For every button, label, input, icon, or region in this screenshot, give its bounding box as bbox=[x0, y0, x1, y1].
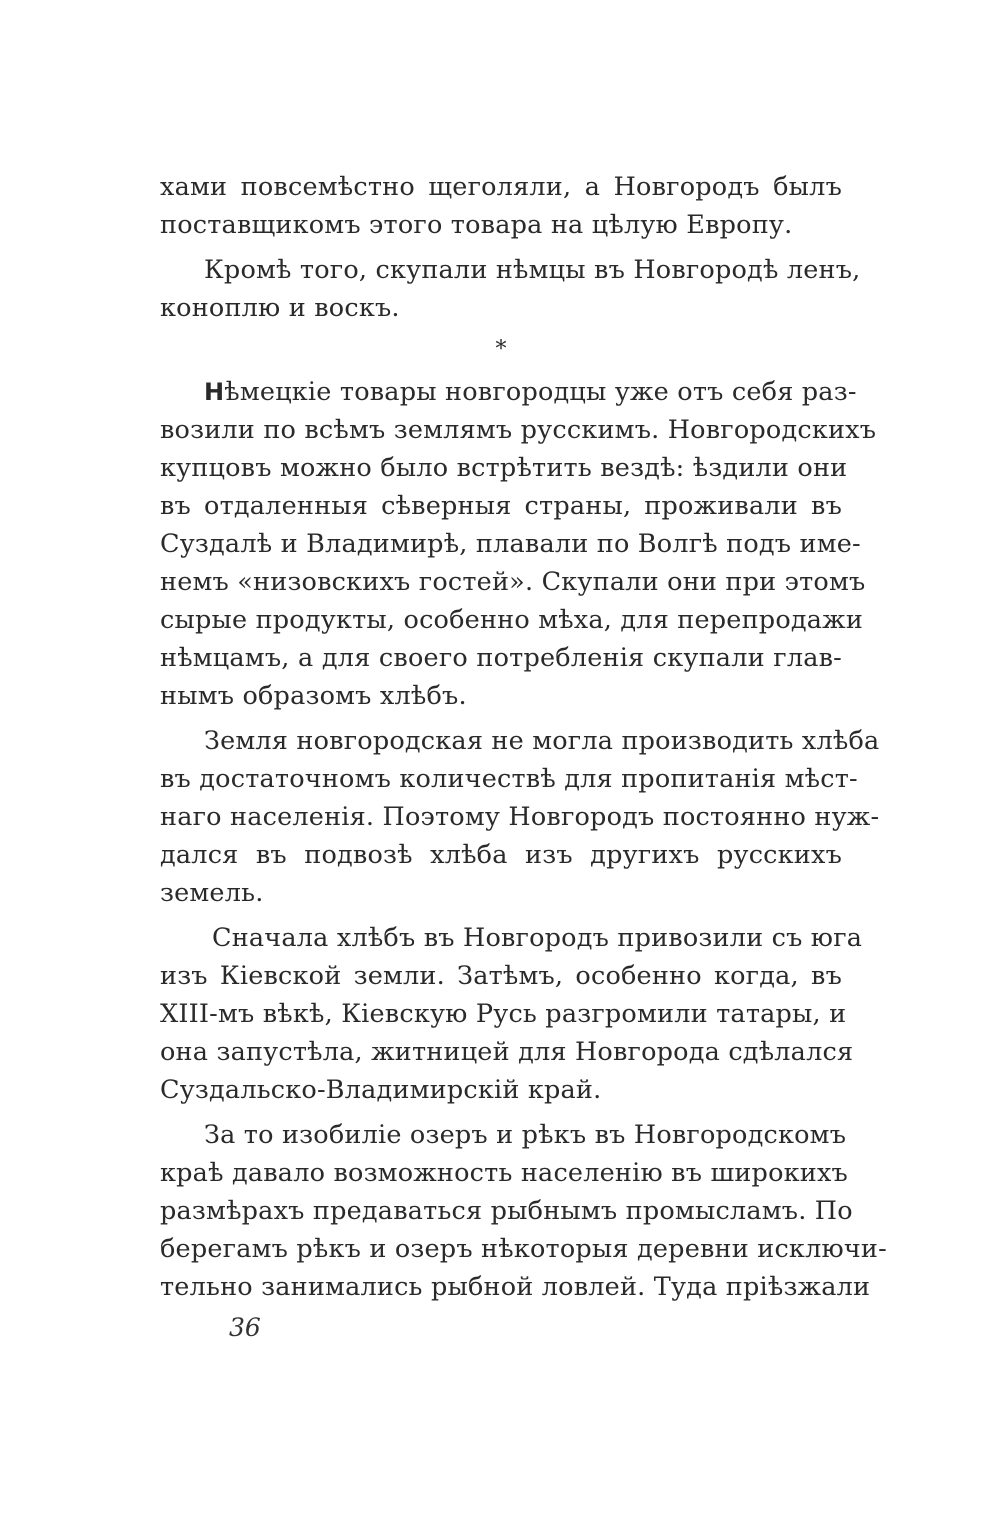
text-line: въ отдаленныя сѣверныя страны, проживали въ bbox=[160, 491, 842, 521]
text-line: дался въ подвозѣ хлѣба изъ другихъ русскихъ bbox=[160, 840, 842, 870]
section-divider: * bbox=[495, 337, 507, 362]
text-line: она запустѣла, житницей для Новгорода сдѣлался bbox=[160, 1037, 854, 1067]
text-line: коноплю и воскъ. bbox=[160, 293, 400, 323]
text-line: возили по всѣмъ землямъ русскимъ. Новгородскихъ bbox=[160, 415, 877, 445]
text-line: изъ Кіевской земли. Затѣмъ, особенно когда, въ bbox=[160, 961, 842, 991]
text-line: За то изобиліе озеръ и рѣкъ въ Новгородскомъ bbox=[204, 1120, 847, 1150]
text-line: Кромѣ того, скупали нѣмцы въ Новгородѣ ленъ, bbox=[204, 255, 861, 285]
text-line: земель. bbox=[160, 878, 264, 908]
text-line: въ достаточномъ количествѣ для пропитанія мѣст- bbox=[160, 764, 858, 794]
text-line: берегамъ рѣкъ и озеръ нѣкоторыя деревни исключи- bbox=[160, 1234, 887, 1264]
paragraph bbox=[160, 1116, 887, 1306]
paragraph bbox=[160, 251, 861, 327]
text-line: тельно занимались рыбной ловлей. Туда пріѣзжали bbox=[160, 1272, 871, 1302]
paragraph bbox=[160, 722, 880, 912]
text-line: нымъ образомъ хлѣбъ. bbox=[160, 681, 467, 711]
text-line: нѣмцамъ, а для своего потребленія скупали глав- bbox=[160, 643, 842, 673]
text-line: сырые продукты, особенно мѣха, для перепродажи bbox=[160, 605, 864, 635]
paragraph bbox=[160, 919, 863, 1109]
text-line: размѣрахъ предаваться рыбнымъ промысламъ. По bbox=[160, 1196, 853, 1226]
text-line bbox=[160, 373, 857, 411]
text-line: купцовъ можно было встрѣтить вездѣ: ѣздили они bbox=[160, 453, 848, 483]
text-line: краѣ давало возможность населенію въ широкихъ bbox=[160, 1158, 848, 1188]
paragraph bbox=[160, 373, 877, 715]
text-line: XIII-мъ вѣкѣ, Кіевскую Русь разгромили татары, и bbox=[160, 999, 847, 1029]
drop-cap: Н bbox=[204, 378, 225, 406]
text-line: Суздальско-Владимирскій край. bbox=[160, 1075, 602, 1105]
page-number: 36 bbox=[229, 1313, 261, 1342]
text-line: поставщикомъ этого товара на цѣлую Европу. bbox=[160, 210, 793, 240]
text-block bbox=[160, 168, 887, 1306]
text-line: Суздалѣ и Владимирѣ, плавали по Волгѣ подъ име- bbox=[160, 529, 861, 559]
text-line: немъ «низовскихъ гостей». Скупали они при этомъ bbox=[160, 567, 866, 597]
text-line-rest: ѣмецкіе товары новгородцы уже отъ себя раз- bbox=[224, 377, 857, 407]
text-line: Сначала хлѣбъ въ Новгородъ привозили съ юга bbox=[212, 923, 863, 953]
text-line: Земля новгородская не могла производить хлѣба bbox=[204, 726, 880, 756]
text-line: наго населенія. Поэтому Новгородъ постоянно нуж- bbox=[160, 802, 880, 832]
text-line: хами повсемѣстно щеголяли, а Новгородъ былъ bbox=[160, 172, 842, 202]
paragraph bbox=[160, 168, 842, 244]
